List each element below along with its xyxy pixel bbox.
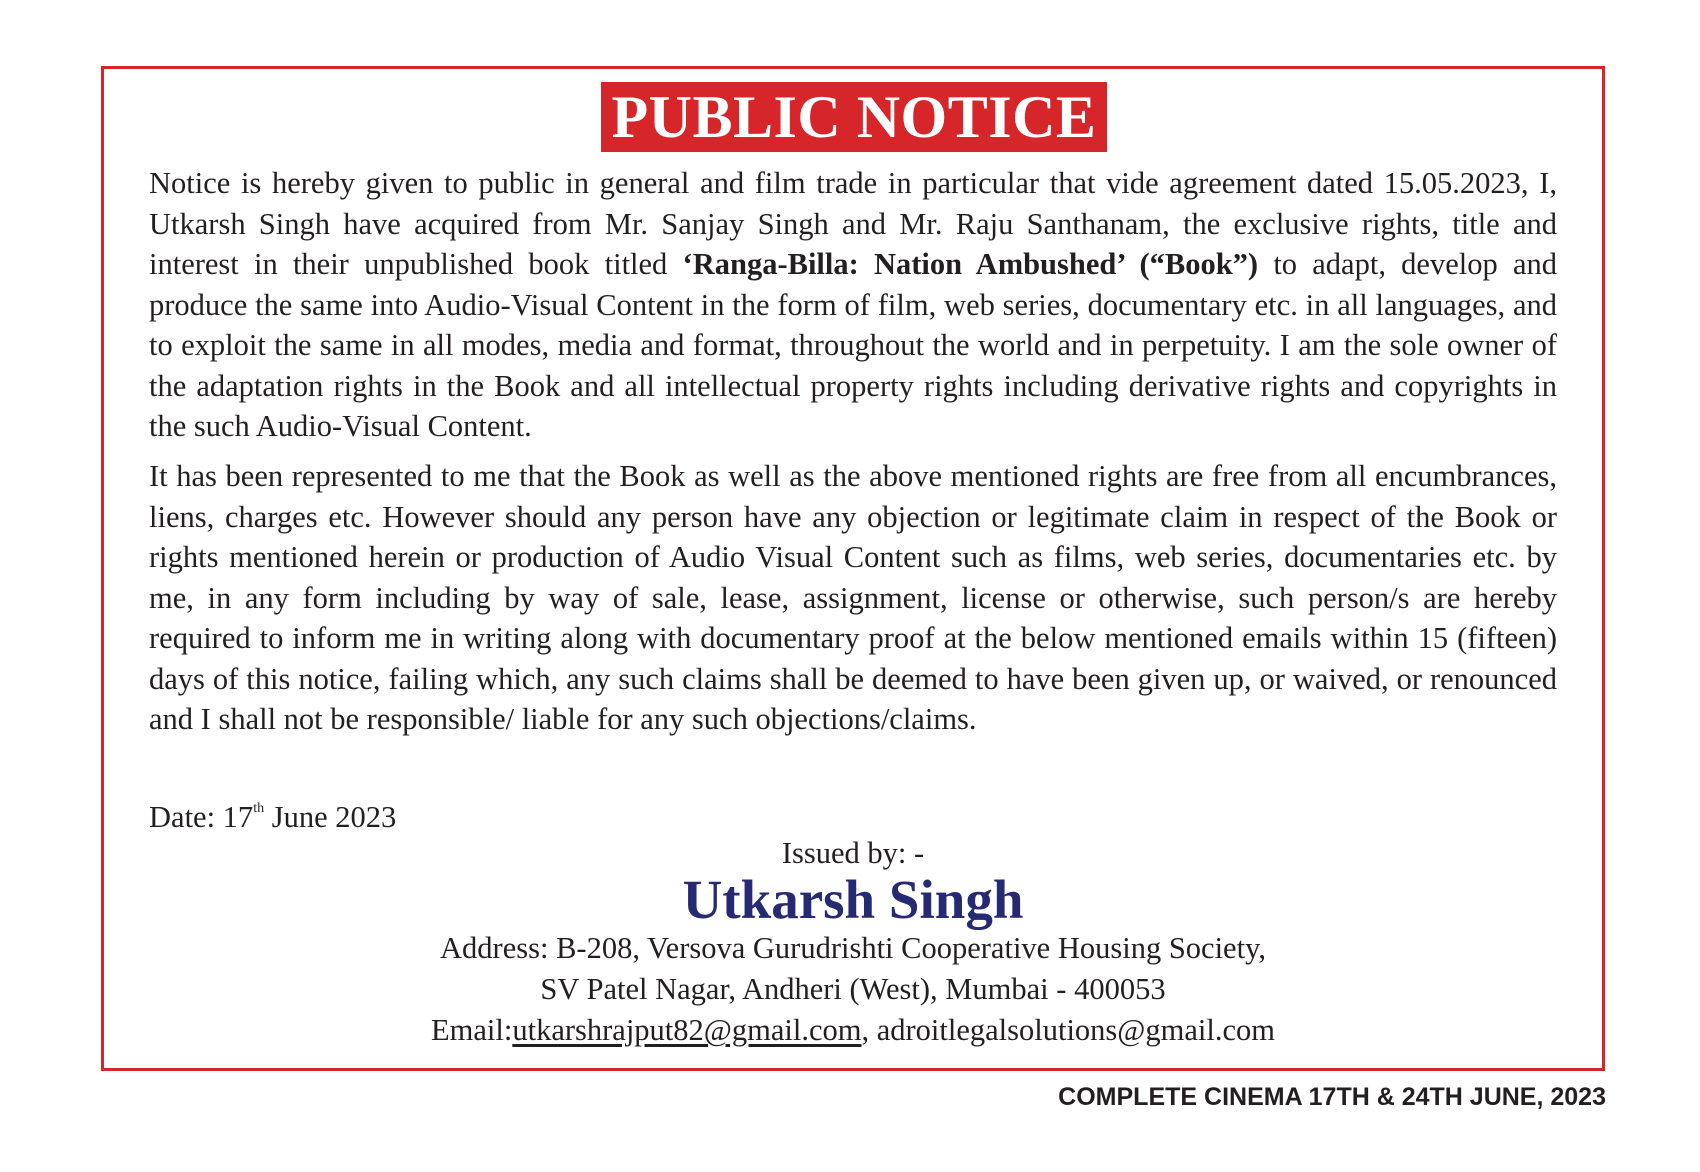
primary-email-link[interactable]: utkarshrajput82@gmail.com [512, 1013, 862, 1047]
address-line-2: SV Patel Nagar, Andheri (West), Mumbai - 400053 [540, 972, 1166, 1006]
paragraph-1-rest: to adapt, develop and produce the same into Audio-Visual Content in the form of film, web series, documentary etc. in all languages, and to exploit the same in all modes, media and format, throughout the world and in perpetuity. I am the sole owner of the adaptation rights in the Book and all intellectual property rights including derivative rights and copyrights in the such Audio-Visual Content. [149, 247, 1557, 443]
date-ordinal-suffix: th [253, 801, 265, 816]
email-label: Email: [431, 1013, 513, 1047]
notice-date [149, 797, 396, 837]
secondary-email: adroitlegalsolutions@gmail.com [876, 1013, 1275, 1047]
address-line-1: Address: B-208, Versova Gurudrishti Cooperative Housing Society, [440, 931, 1266, 965]
date-label: Date: 17 [149, 800, 254, 834]
title-banner [601, 82, 1107, 152]
notice-paragraph-2: It has been represented to me that the Book as well as the above mentioned rights are free from all encumbrances, liens, charges etc. However should any person have any objection or legitimate claim in respect of the Book or rights mentioned herein or production of Audio Visual Content such as films, web series, documentaries etc. by me, in any form including by way of sale, lease, assignment, license or otherwise, such person/s are hereby required to inform me in writing along with documentary proof at the below mentioned emails within 15 (fifteen) days of this notice, failing which, any such claims shall be deemed to have been given up, or waived, or renounced and I shall not be responsible/ liable for any such objections/claims. [149, 459, 1557, 736]
issued-by-label: Issued by: - [781, 836, 925, 870]
book-title-bold: ‘Ranga-Billa: Nation Ambushed’ (“Book”) [682, 247, 1259, 281]
publication-credit: COMPLETE CINEMA 17TH & 24TH JUNE, 2023 [1058, 1083, 1606, 1111]
date-month-year: June 2023 [264, 800, 397, 834]
paragraph-1-intro: Notice is hereby given to public in general and film trade in particular that vide agreement dated 15.05.2023, I, Utkarsh Singh have acquired from Mr. Sanjay Singh and Mr. Raju Santhanam, the exclusive rights, title and interest in their unpublished book titled [149, 166, 1557, 281]
issuer-name: Utkarsh Singh [682, 869, 1024, 930]
notice-paragraph-1 [149, 163, 1557, 447]
email-separator: , [861, 1013, 877, 1047]
notice-title: PUBLIC NOTICE [611, 84, 1097, 150]
email-line [101, 1009, 1605, 1051]
